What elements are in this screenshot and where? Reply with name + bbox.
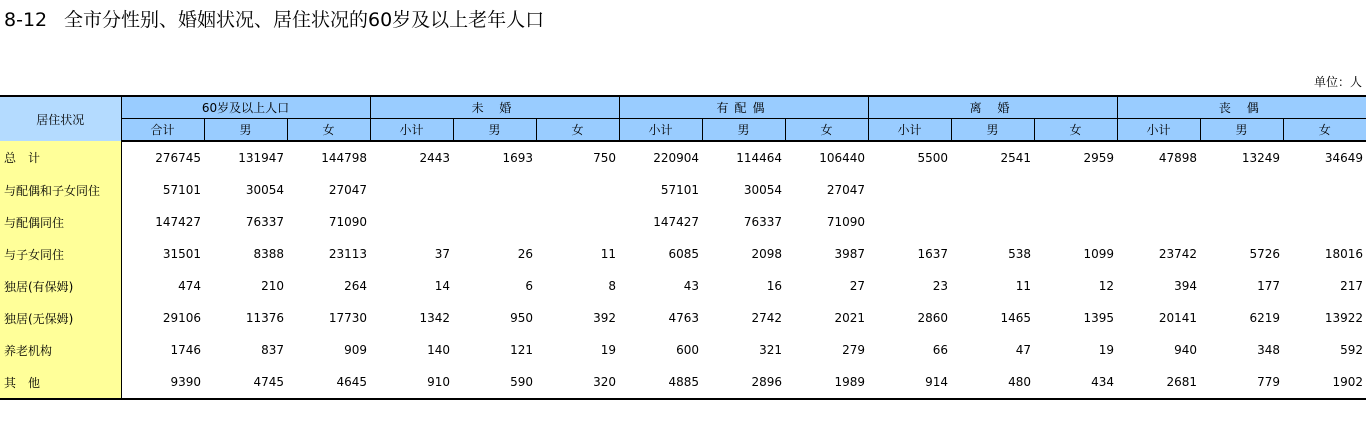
column-header: 男	[702, 119, 785, 142]
group-header: 有配偶	[619, 96, 868, 119]
table-cell: 121	[510, 343, 534, 357]
table-cell: 13922	[1324, 311, 1364, 325]
column-header: 小计	[370, 119, 453, 142]
table-cell: 8388	[253, 247, 284, 261]
table-cell	[951, 174, 1034, 206]
table-cell: 76337	[245, 215, 284, 229]
table-cell: 750	[593, 151, 617, 165]
table-cell	[868, 206, 951, 238]
table-cell: 276745	[155, 151, 201, 165]
table-cell: 13249	[1241, 151, 1281, 165]
column-header: 合计	[121, 119, 204, 142]
table-cell: 3987	[834, 247, 866, 261]
table-cell: 1395	[1083, 311, 1115, 325]
table-row	[0, 270, 1366, 302]
table-cell	[868, 174, 951, 206]
group-header: 未 婚	[370, 96, 619, 119]
table-cell: 2443	[419, 151, 451, 165]
table-title: 全市分性别、婚姻状况、居住状况的60岁及以上老年人口	[64, 9, 545, 31]
table-cell	[1117, 206, 1200, 238]
table-cell: 30054	[743, 183, 783, 197]
column-header: 女	[785, 119, 868, 142]
table-cell: 2021	[834, 311, 866, 325]
table-cell: 27047	[826, 183, 866, 197]
table-cell: 320	[536, 366, 619, 399]
table-cell: 1746	[170, 343, 201, 357]
table-cell	[370, 174, 453, 206]
table-cell	[1283, 206, 1366, 238]
column-header: 男	[453, 119, 536, 142]
column-header: 女	[1283, 119, 1366, 142]
table-cell: 1693	[502, 151, 534, 165]
table-cell: 144798	[321, 151, 368, 165]
table-cell: 1989	[785, 366, 868, 399]
table-cell: 6085	[668, 247, 700, 261]
table-row	[0, 334, 1366, 366]
table-cell: 480	[951, 366, 1034, 399]
table-cell: 23742	[1158, 247, 1198, 261]
table-cell: 31501	[162, 247, 201, 261]
table-cell: 779	[1200, 366, 1283, 399]
column-header: 小计	[868, 119, 951, 142]
table-cell: 147427	[653, 215, 700, 229]
table-cell: 950	[510, 311, 534, 325]
table-cell: 106440	[819, 151, 866, 165]
table-cell: 2896	[702, 366, 785, 399]
table-cell: 4885	[619, 366, 702, 399]
table-cell: 34649	[1324, 151, 1364, 165]
table-cell: 321	[759, 343, 783, 357]
row-label: 与配偶同住	[0, 206, 121, 238]
table-cell: 940	[1174, 343, 1198, 357]
table-cell: 23113	[328, 247, 368, 261]
group-header: 丧 偶	[1117, 96, 1366, 119]
row-label: 总 计	[0, 141, 121, 174]
table-cell: 590	[453, 366, 536, 399]
table-cell: 434	[1034, 366, 1117, 399]
row-label: 养老机构	[0, 334, 121, 366]
table-cell: 30054	[245, 183, 284, 197]
table-cell: 11376	[245, 311, 284, 325]
corner-header: 居住状况	[0, 96, 121, 141]
table-cell: 348	[1257, 343, 1281, 357]
table-cell: 264	[344, 279, 368, 293]
table-cell: 2742	[751, 311, 783, 325]
table-row	[0, 141, 1366, 174]
table-cell	[1034, 206, 1117, 238]
row-label: 与子女同住	[0, 238, 121, 270]
table-cell	[1283, 174, 1366, 206]
table-cell: 538	[1008, 247, 1032, 261]
table-cell: 2959	[1083, 151, 1115, 165]
table-cell	[1200, 174, 1283, 206]
table-cell: 5726	[1249, 247, 1281, 261]
table-cell: 14	[434, 279, 451, 293]
table-cell: 131947	[238, 151, 284, 165]
table-cell: 66	[932, 343, 949, 357]
row-label: 与配偶和子女同住	[0, 174, 121, 206]
subheader-row	[0, 119, 1366, 142]
table-cell: 71090	[328, 215, 368, 229]
column-header: 小计	[619, 119, 702, 142]
column-header: 女	[1034, 119, 1117, 142]
table-cell: 217	[1340, 279, 1364, 293]
table-cell: 1637	[917, 247, 949, 261]
table-cell: 9390	[121, 366, 204, 399]
table-cell: 76337	[743, 215, 783, 229]
table-cell: 57101	[660, 183, 700, 197]
table-cell: 19	[600, 343, 617, 357]
table-cell: 2541	[1000, 151, 1032, 165]
group-header: 离 婚	[868, 96, 1117, 119]
table-row	[0, 366, 1366, 399]
table-cell: 27047	[328, 183, 368, 197]
table-cell: 57101	[162, 183, 201, 197]
group-header: 60岁及以上人口	[121, 96, 370, 119]
table-row	[0, 302, 1366, 334]
table-cell: 2098	[751, 247, 783, 261]
table-cell: 909	[344, 343, 368, 357]
table-cell: 914	[868, 366, 951, 399]
page-title	[4, 5, 544, 32]
table-cell: 47898	[1158, 151, 1198, 165]
table-row	[0, 238, 1366, 270]
table-cell	[536, 174, 619, 206]
table-cell: 592	[1340, 343, 1364, 357]
table-cell: 20141	[1158, 311, 1198, 325]
table-cell: 11	[600, 247, 617, 261]
table-cell: 910	[370, 366, 453, 399]
table-cell: 147427	[155, 215, 201, 229]
table-cell: 600	[676, 343, 700, 357]
table-cell: 837	[261, 343, 284, 357]
table-cell: 2860	[917, 311, 949, 325]
column-header: 小计	[1117, 119, 1200, 142]
column-header: 男	[204, 119, 287, 142]
table-row	[0, 206, 1366, 238]
column-header: 男	[951, 119, 1034, 142]
table-cell: 6219	[1249, 311, 1281, 325]
table-cell	[453, 206, 536, 238]
table-cell: 26	[517, 247, 534, 261]
population-table	[0, 95, 1366, 400]
table-cell: 18016	[1324, 247, 1364, 261]
table-cell: 394	[1174, 279, 1198, 293]
row-label: 独居(有保姆)	[0, 270, 121, 302]
table-cell: 140	[427, 343, 451, 357]
table-cell: 1902	[1283, 366, 1366, 399]
table-cell: 47	[1015, 343, 1032, 357]
table-cell	[370, 206, 453, 238]
table-cell: 1099	[1083, 247, 1115, 261]
table-cell: 19	[1098, 343, 1115, 357]
unit-label: 单位：人	[1313, 75, 1362, 89]
table-cell: 279	[842, 343, 866, 357]
table-cell: 1465	[1000, 311, 1032, 325]
table-cell: 29106	[162, 311, 201, 325]
table-cell: 210	[261, 279, 284, 293]
row-label: 其 他	[0, 366, 121, 399]
table-cell: 114464	[736, 151, 783, 165]
row-label: 独居(无保姆)	[0, 302, 121, 334]
table-cell: 4645	[287, 366, 370, 399]
table-row	[0, 174, 1366, 206]
table-cell	[1117, 174, 1200, 206]
table-cell	[1034, 174, 1117, 206]
column-header: 女	[536, 119, 619, 142]
table-cell: 23	[932, 279, 949, 293]
table-cell: 1342	[419, 311, 451, 325]
table-number: 8-12	[4, 9, 48, 31]
table-cell: 37	[434, 247, 451, 261]
table-cell: 474	[178, 279, 201, 293]
table-cell: 12	[1098, 279, 1115, 293]
table-cell: 11	[1015, 279, 1032, 293]
table-cell: 8	[608, 279, 617, 293]
table-cell: 71090	[826, 215, 866, 229]
column-header: 男	[1200, 119, 1283, 142]
table-cell: 4745	[204, 366, 287, 399]
table-cell	[1200, 206, 1283, 238]
table-cell: 4763	[668, 311, 700, 325]
group-header-row	[0, 96, 1366, 119]
table-cell: 16	[766, 279, 783, 293]
table-cell: 6	[525, 279, 534, 293]
table-body	[0, 141, 1366, 399]
table-cell	[536, 206, 619, 238]
column-header: 女	[287, 119, 370, 142]
table-cell: 43	[683, 279, 700, 293]
table-cell	[453, 174, 536, 206]
table-cell: 220904	[653, 151, 700, 165]
table-cell	[951, 206, 1034, 238]
table-cell: 5500	[917, 151, 949, 165]
table-cell: 27	[849, 279, 866, 293]
table-cell: 392	[593, 311, 617, 325]
table-cell: 17730	[328, 311, 368, 325]
table-cell: 2681	[1117, 366, 1200, 399]
table-cell: 177	[1257, 279, 1281, 293]
